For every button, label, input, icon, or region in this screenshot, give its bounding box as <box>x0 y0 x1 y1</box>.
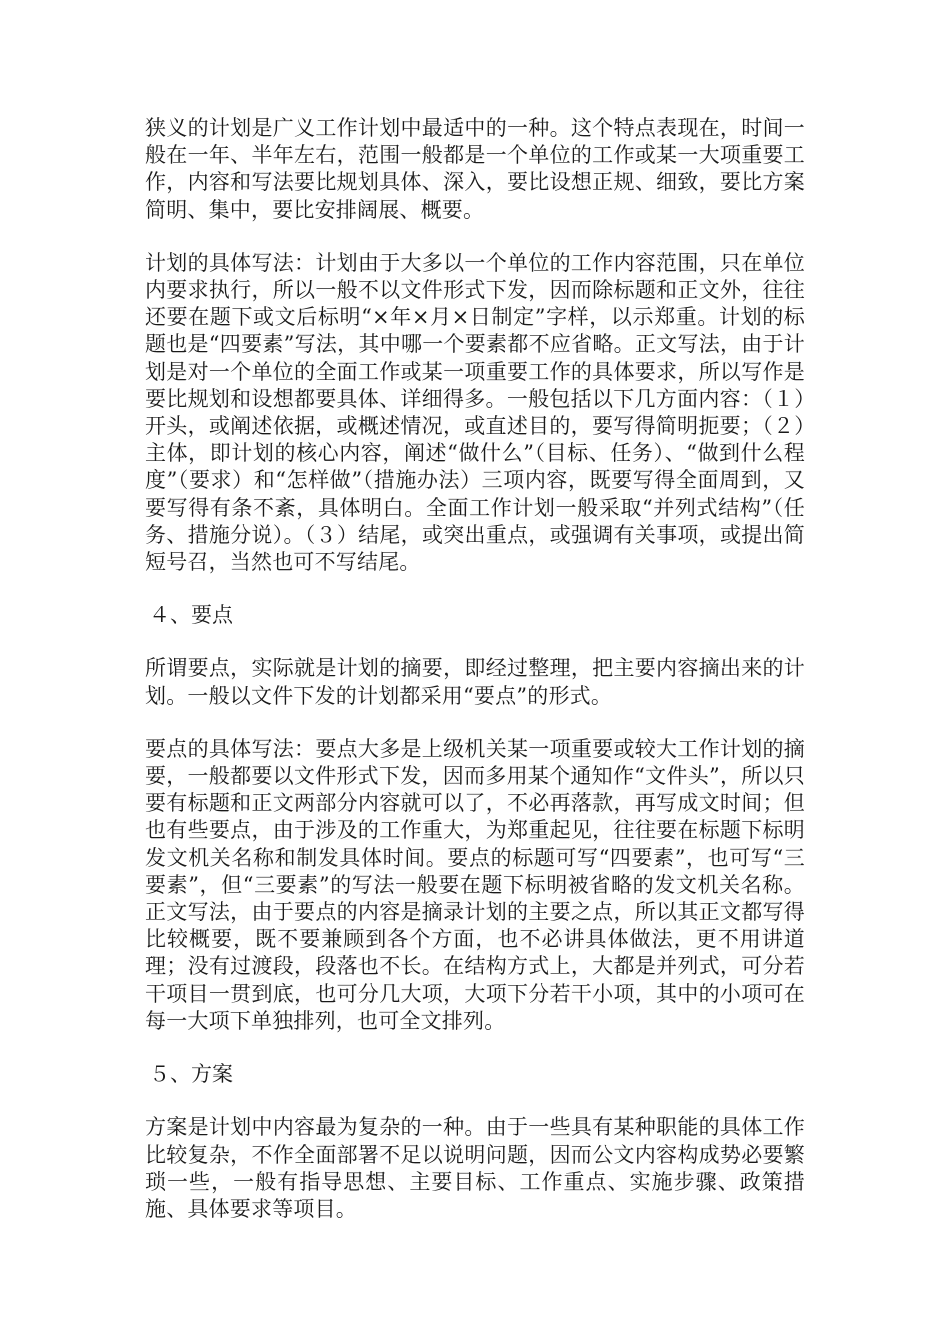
paragraph-plan-writing: 计划的具体写法：计划由于大多以一个单位的工作内容范围，只在单位内要求执行，所以一般不以文件形式下发，因而除标题和正文外，往往还要在题下或文后标明“×年×月×日制定”字样，以示郑重。计划的标题也是“四要素”写法，其中哪一个要素都不应省略。正文写法，由于计划是对一个单位的全面工作或某一项重要工作的具体要求，所以写作是要比规划和设想都要具体、详细得多。一般包括以下几方面内容：（１）开头，或阐述依据，或概述情况，或直述目的，要写得简明扼要；（２）主体，即计划的核心内容，阐述“做什么”（目标、任务）、“做到什么程度”（要求）和“怎样做”（措施办法）三项内容，既要写得全面周到，又要写得有条不紊，具体明白。全面工作计划一般采取“并列式结构”（任务、措施分说）。（３）结尾，或突出重点，或强调有关事项，或提出简短号召，当然也可不写结尾。 <box>145 250 805 575</box>
paragraph-key-points-definition: 所谓要点，实际就是计划的摘要，即经过整理，把主要内容摘出来的计划。一般以文件下发的计划都采用“要点”的形式。 <box>145 656 805 708</box>
document-body <box>145 115 805 1249</box>
section-heading-scheme: ５、方案 <box>149 1062 233 1087</box>
paragraph-key-points-writing: 要点的具体写法：要点大多是上级机关某一项重要或较大工作计划的摘要，一般都要以文件形式下发，因而多用某个通知作“文件头”，所以只要有标题和正文两部分内容就可以了，不必再落款，再写成文时间；但也有些要点，由于涉及的工作重大，为郑重起见，往往要在标题下标明发文机关名称和制发具体时间。要点的标题可写“四要素”，也可写“三要素”，但“三要素”的写法一般要在题下标明被省略的发文机关名称。正文写法，由于要点的内容是摘录计划的主要之点，所以其正文都写得比较概要，既不要兼顾到各个方面，也不必讲具体做法，更不用讲道理；没有过渡段，段落也不长。在结构方式上，大都是并列式，可分若干项目一贯到底，也可分几大项，大项下分若干小项，其中的小项可在每一大项下单独排列，也可全文排列。 <box>145 736 805 1033</box>
section-heading-key-points: ４、要点 <box>149 603 233 628</box>
paragraph-scheme-definition: 方案是计划中内容最为复杂的一种。由于一些具有某种职能的具体工作比较复杂，不作全面部署不足以说明问题，因而公文内容构成势必要繁琐一些，一般有指导思想、主要目标、工作重点、实施步骤、政策措施、具体要求等项目。 <box>145 1115 805 1221</box>
paragraph-narrow-plan: 狭义的计划是广义工作计划中最适中的一种。这个特点表现在，时间一般在一年、半年左右，范围一般都是一个单位的工作或某一大项重要工作，内容和写法要比规划具体、深入，要比设想正规、细致，要比方案简明、集中，要比安排阔展、概要。 <box>145 116 805 222</box>
